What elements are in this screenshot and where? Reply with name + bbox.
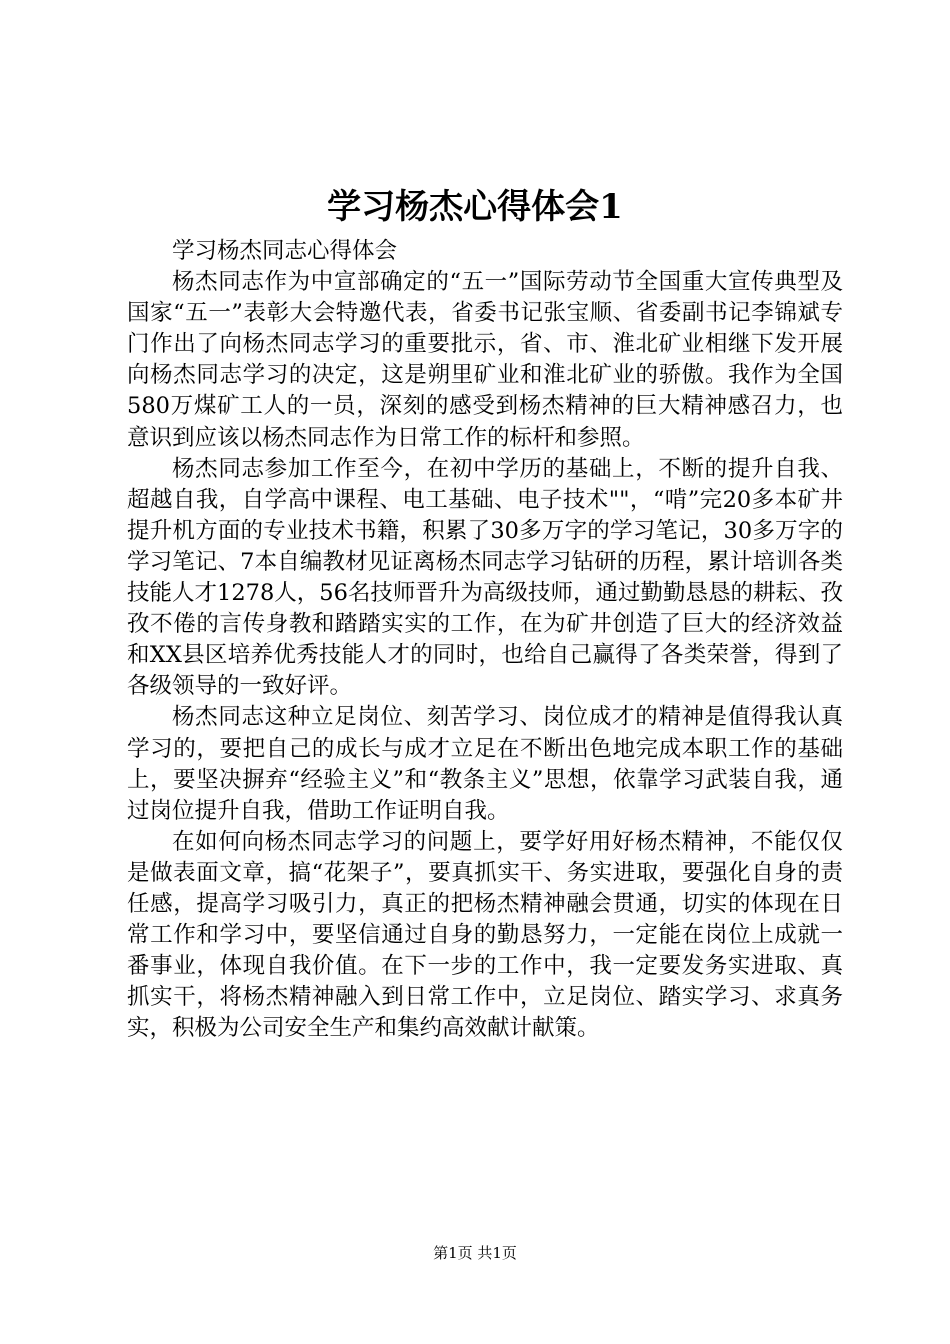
- body-paragraph: 杨杰同志这种立足岗位、刻苦学习、岗位成才的精神是值得我认真学习的，要把自己的成长与成才立足在不断出色地完成本职工作的基础上，要坚决摒弃“经验主义”和“教条主义”思想，依靠学习武装自我，通过岗位提升自我，借助工作证明自我。: [127, 704, 843, 824]
- page-footer: 第1页 共1页: [433, 1244, 517, 1262]
- body-paragraph: 杨杰同志作为中宣部确定的“五一”国际劳动节全国重大宣传典型及国家“五一”表彰大会特邀代表，省委书记张宝顺、省委副书记李锦斌专门作出了向杨杰同志学习的重要批示，省、市、淮北矿业相继下发开展向杨杰同志学习的决定，这是朔里矿业和淮北矿业的骄傲。我作为全国580万煤矿工人的一员，深刻的感受到杨杰精神的巨大精神感召力，也意识到应该以杨杰同志作为日常工作的标杆和参照。: [127, 269, 843, 451]
- body-paragraph: 杨杰同志参加工作至今，在初中学历的基础上，不断的提升自我、超越自我，自学高中课程、电工基础、电子技术""，“啃”完20多本矿井提升机方面的专业技术书籍，积累了30多万字的学习笔记，30多万字的学习笔记、7本自编教材见证离杨杰同志学习钻研的历程，累计培训各类技能人才1278人，56名技师晋升为高级技师，通过勤勤恳恳的耕耘、孜孜不倦的言传身教和踏踏实实的工作，在为矿井创造了巨大的经济效益和XX县区培养优秀技能人才的同时，也给自己赢得了各类荣誉，得到了各级领导的一致好评。: [127, 455, 843, 700]
- body-paragraph: 在如何向杨杰同志学习的问题上，要学好用好杨杰精神，不能仅仅是做表面文章，搞“花架子”，要真抓实干、务实进取，要强化自身的责任感，提高学习吸引力，真正的把杨杰精神融会贯通，切实的体现在日常工作和学习中，要坚信通过自身的勤恳努力，一定能在岗位上成就一番事业，体现自我价值。在下一步的工作中，我一定要发务实进取、真抓实干，将杨杰精神融入到日常工作中，立足岗位、踏实学习、求真务实，积极为公司安全生产和集约高效献计献策。: [127, 828, 843, 1042]
- subtitle-paragraph: 学习杨杰同志心得体会: [172, 238, 398, 264]
- document-title: 学习杨杰心得体会1: [327, 187, 623, 227]
- document-body: [127, 236, 843, 1044]
